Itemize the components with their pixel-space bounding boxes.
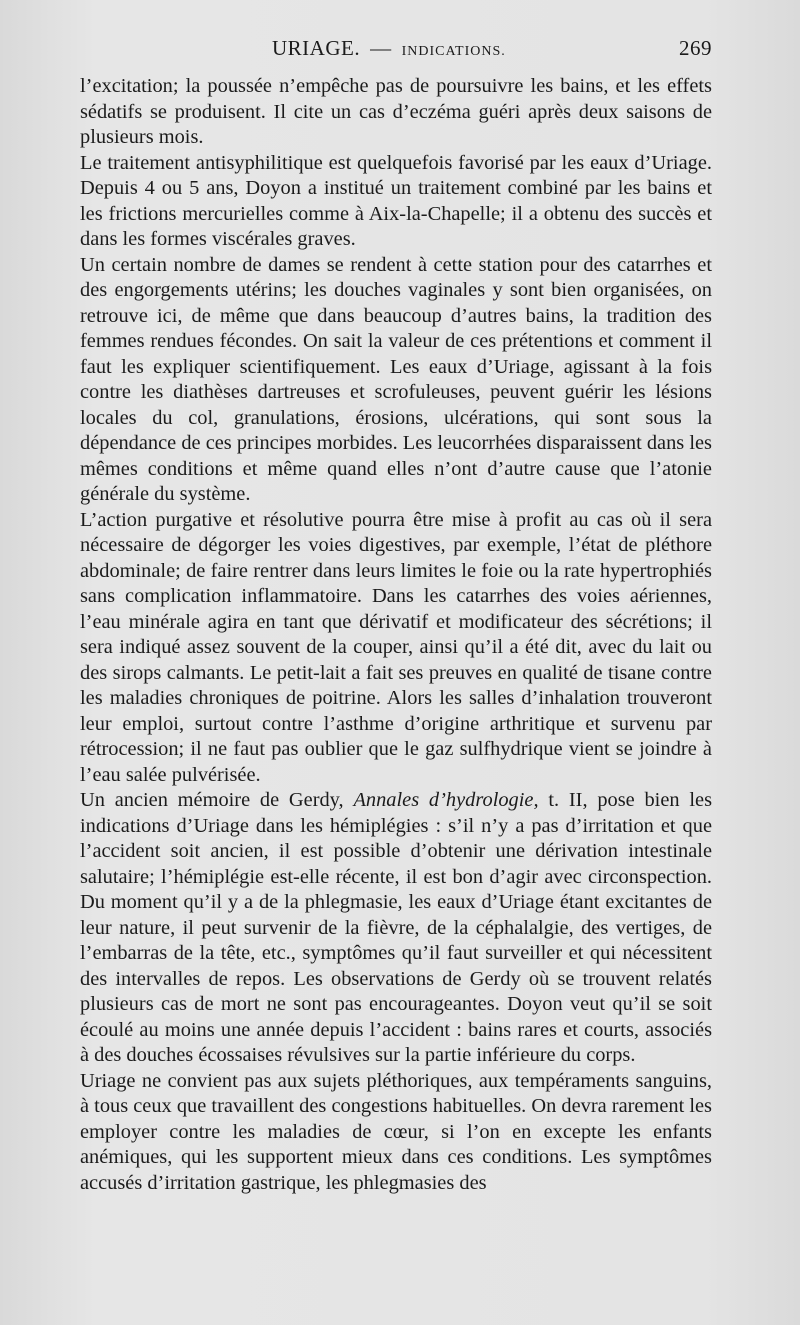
section-title: INDICATIONS. [401, 44, 506, 59]
paragraph: L’action purgative et résolutive pourra être mise à profit au cas où il sera nécessaire de dégorger les voies digestives, par exemple, l’état de pléthore abdominale; de faire rentrer dans leurs limites le foie ou la rate hypertrophiés sans complication inflammatoire. Dans les catarrhes des voies aériennes, l’eau minérale agira en tant que dérivatif et modificateur des sécrétions; il sera indiqué assez souvent de la couper, ainsi qu’il a été dit, avec du lait ou des sirops calmants. Le petit-lait a fait ses preuves en qualité de tisane contre les maladies chroniques de poitrine. Alors les salles d’inhalation trouveront leur emploi, surtout contre l’asthme d’origine arthritique et survenu par rétrocession; il ne faut pas oublier que le gaz sulfhydrique vient se joindre à l’eau salée pulvérisée. [80, 508, 712, 786]
paragraph: l’excitation; la poussée n’empêche pas de poursuivre les bains, et les effets sédatifs se produisent. Il cite un cas d’eczéma guéri après deux saisons de plusieurs mois. [80, 75, 712, 148]
running-title-text: URIAGE. [272, 36, 361, 60]
paragraph [80, 788, 712, 1069]
paragraph-text: t. II, pose bien les indications d’Uriage dans les hémiplégies : s’il n’y a pas d’irritation et que l’accident soit ancien, il est possible d’obtenir une dérivation intestinale salutaire; l’hémiplégie est-elle récente, il est bon d’agir avec circonspection. Du moment qu’il y a de la phlegmasie, les eaux d’Uriage étant excitantes de leur nature, il peut survenir de la fièvre, de la céphalalgie, des vertiges, de l’embarras de la tête, etc., symptômes qu’il faut surveiller et qui nécessitent des intervalles de repos. Les observations de Gerdy où se trouvent relatés plusieurs cas de mort ne sont pas encourageantes. Doyon veut qu’il se soit écoulé au moins une année depuis l’accident : bains rares et courts, associés à des douches écossaises révulsives sur la partie inférieure du corps. [80, 789, 712, 1066]
page-number: 269 [679, 36, 712, 60]
running-header [80, 34, 712, 74]
paragraph-text: Un ancien mémoire de Gerdy, [80, 789, 354, 811]
paragraph: Uriage ne convient pas aux sujets pléthoriques, aux tempéraments sanguins, à tous ceux que travaillent des congestions habituelles. On devra rarement les employer contre les maladies de cœur, si l’on en excepte les enfants anémiques, qui les supportent mieux dans ces conditions. Les symptômes accusés d’irritation gastrique, les phlegmasies des [80, 1069, 712, 1194]
paragraph: Un certain nombre de dames se rendent à cette station pour des catarrhes et des engorgements utérins; les douches vaginales y sont bien organisées, on retrouve ici, de même que dans beaucoup d’autres bains, la tradition des femmes rendues fécondes. On sait la valeur de ces prétentions et comment il faut les expliquer scientifiquement. Les eaux d’Uriage, agissant à la fois contre les diathèses dartreuses et scrofuleuses, peuvent guérir les lésions locales du col, granulations, érosions, ulcérations, qui sont sous la dépendance de ces principes morbides. Les leucorrhées disparaissent dans les mêmes conditions et même quand elles n’ont d’autre cause que l’atonie générale du système. [80, 253, 712, 505]
paragraph: Le traitement antisyphilitique est quelquefois favorisé par les eaux d’Uriage. Depuis 4 ou 5 ans, Doyon a institué un traitement combiné par les bains et les frictions mercurielles comme à Aix-la-Chapelle; il a obtenu des succès et dans les formes viscérales graves. [80, 151, 712, 250]
running-title [272, 36, 506, 61]
header-dash: — [370, 36, 392, 60]
journal-title: Annales d’hydrologie, [353, 789, 539, 811]
body-text [80, 74, 712, 1196]
